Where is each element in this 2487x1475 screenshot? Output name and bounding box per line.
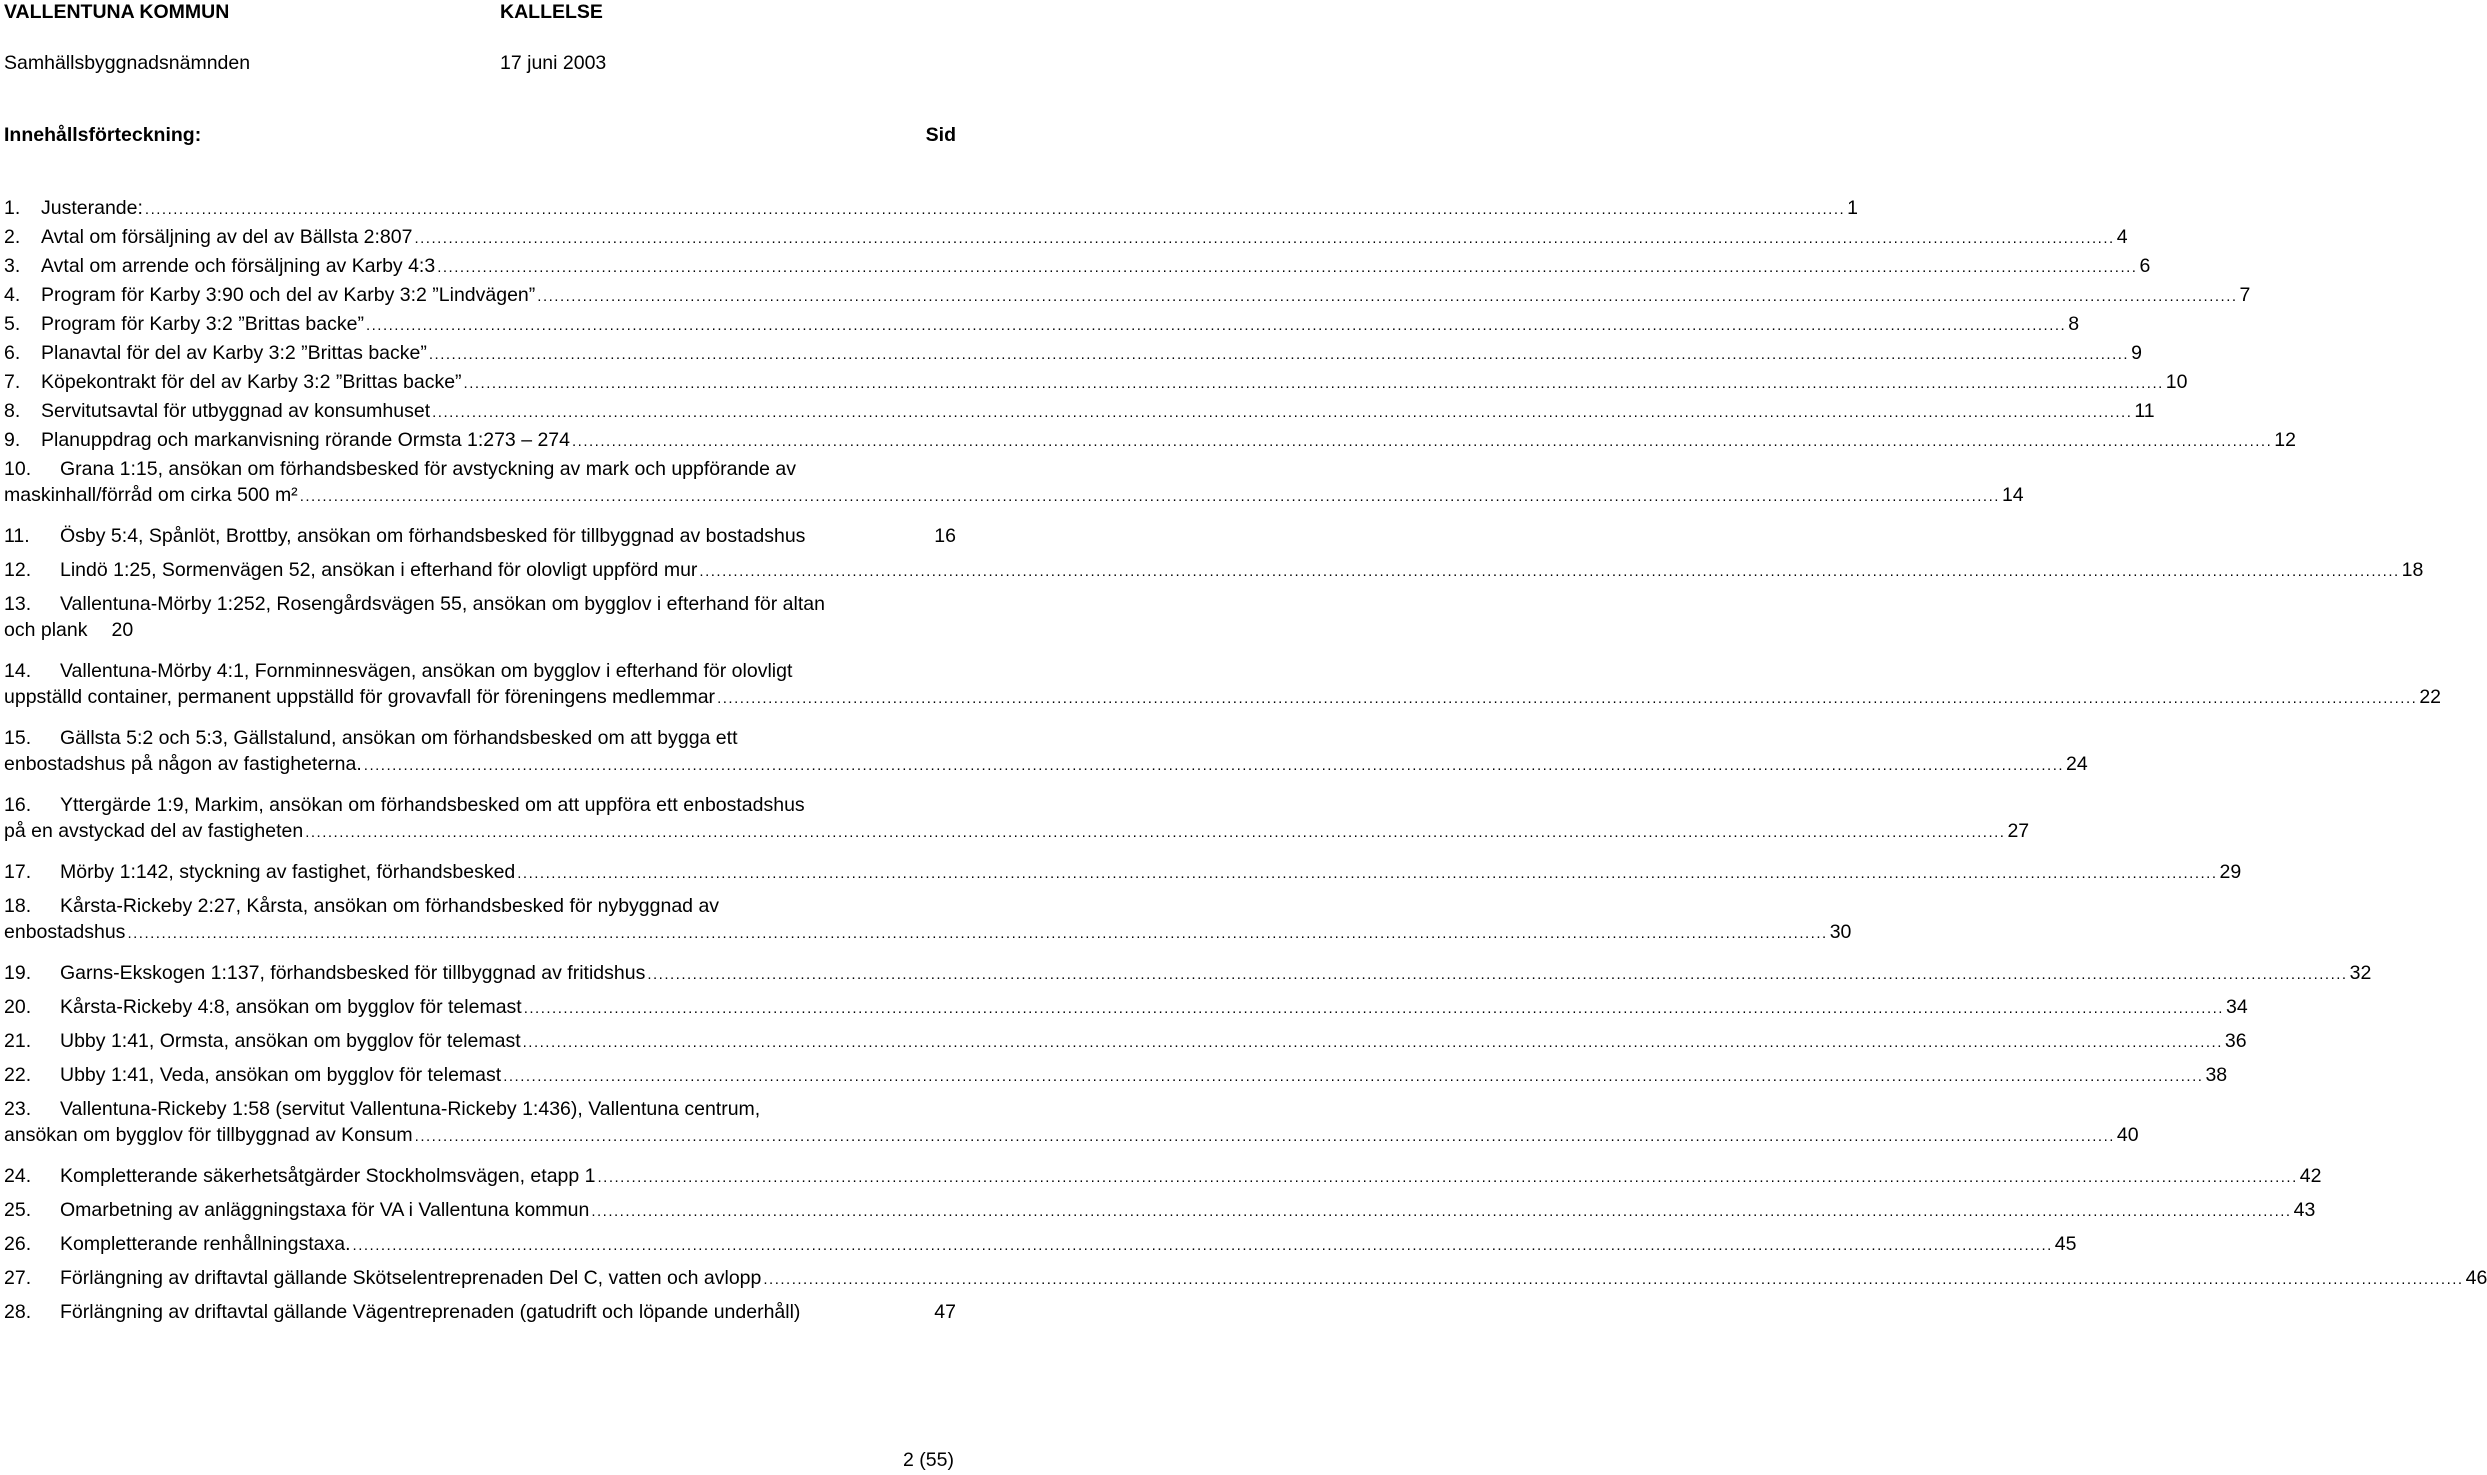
toc-entry-title-continued: maskinhall/förråd om cirka 500 m² bbox=[4, 484, 298, 506]
toc-entry-number: 21. bbox=[4, 1030, 32, 1052]
toc-entry-title: Planuppdrag och markanvisning rörande Ormsta 1:273 – 274 bbox=[41, 429, 570, 451]
toc-entry-page: 7 bbox=[2239, 284, 2251, 306]
toc-entry-page: 4 bbox=[2116, 226, 2128, 248]
toc-entry[interactable] bbox=[4, 726, 2088, 793]
toc-entry-title: Omarbetning av anläggningstaxa för VA i Vallentuna kommun bbox=[60, 1199, 590, 1221]
document-type: KALLELSE bbox=[500, 1, 603, 23]
toc-entry-title: Grana 1:15, ansökan om förhandsbesked för avstyckning av mark och uppförande av bbox=[60, 458, 797, 480]
toc-entry-title: Ösby 5:4, Spånlöt, Brottby, ansökan om förhandsbesked för tillbyggnad av bostadshus bbox=[60, 525, 806, 547]
toc-entry-number: 3. bbox=[4, 255, 21, 277]
toc-entry[interactable] bbox=[4, 961, 2372, 995]
toc-entry-title: Avtal om försäljning av del av Bällsta 2:807 bbox=[41, 226, 413, 248]
dot-leader: ............................................................................................................................................................................................................................................................................................................ bbox=[144, 201, 1846, 218]
toc-entry[interactable] bbox=[4, 1029, 2247, 1063]
toc-entry-page: 36 bbox=[2224, 1030, 2247, 1052]
dot-leader: ............................................................................................................................................................................................................................................................................................................ bbox=[699, 563, 2400, 580]
toc-entry-page: 27 bbox=[2007, 820, 2030, 842]
table-of-contents bbox=[4, 196, 2487, 1334]
toc-entry[interactable] bbox=[4, 1097, 2139, 1164]
toc-entry-number: 8. bbox=[4, 400, 21, 422]
toc-entry-number: 11. bbox=[4, 525, 30, 547]
toc-entry-title: Garns-Ekskogen 1:137, förhandsbesked för tillbyggnad av fritidshus bbox=[60, 962, 646, 984]
toc-entry-page: 6 bbox=[2139, 255, 2151, 277]
toc-entry-page: 38 bbox=[2205, 1064, 2228, 1086]
toc-entry-page: 8 bbox=[2068, 313, 2080, 335]
toc-entry-title-continued: enbostadshus bbox=[4, 921, 126, 943]
toc-entry-title: Program för Karby 3:90 och del av Karby 3:2 ”Lindvägen” bbox=[41, 284, 536, 306]
toc-entry-number: 19. bbox=[4, 962, 32, 984]
toc-entry-title: Avtal om arrende och försäljning av Karby 4:3 bbox=[41, 255, 436, 277]
toc-entry-title: Vallentuna-Mörby 4:1, Fornminnesvägen, ansökan om bygglov i efterhand för olovligt bbox=[60, 660, 793, 682]
toc-entry-number: 25. bbox=[4, 1199, 32, 1221]
toc-entry-page: 43 bbox=[2293, 1199, 2316, 1221]
toc-entry-page: 34 bbox=[2225, 996, 2248, 1018]
dot-leader: ............................................................................................................................................................................................................................................................................................................ bbox=[414, 230, 2115, 247]
toc-entry-title: Förlängning av driftavtal gällande Skötselentreprenaden Del C, vatten och avlopp bbox=[60, 1267, 762, 1289]
toc-entry-title: Servitutsavtal för utbyggnad av konsumhuset bbox=[41, 400, 431, 422]
dot-leader: ............................................................................................................................................................................................................................................................................................................ bbox=[523, 1000, 2224, 1017]
toc-entry-title: Gällsta 5:2 och 5:3, Gällstalund, ansökan om förhandsbesked om att bygga ett bbox=[60, 727, 738, 749]
toc-entry[interactable] bbox=[4, 894, 1852, 961]
toc-entry[interactable] bbox=[4, 312, 2080, 341]
toc-entry-title-continued: och plank bbox=[4, 619, 88, 641]
toc-entry-number: 18. bbox=[4, 895, 32, 917]
toc-entry-number: 13. bbox=[4, 593, 32, 615]
toc-entry[interactable] bbox=[4, 995, 2248, 1029]
meeting-date: 17 juni 2003 bbox=[500, 52, 607, 74]
toc-entry[interactable] bbox=[4, 592, 956, 659]
toc-entry-number: 17. bbox=[4, 861, 32, 883]
toc-entry-number: 4. bbox=[4, 284, 21, 306]
toc-entry-page: 10 bbox=[2165, 371, 2188, 393]
toc-entry-number: 9. bbox=[4, 429, 21, 451]
toc-entry-number: 7. bbox=[4, 371, 21, 393]
toc-entry-title: Lindö 1:25, Sormenvägen 52, ansökan i efterhand för olovligt uppförd mur bbox=[60, 559, 698, 581]
dot-leader: ............................................................................................................................................................................................................................................................................................................ bbox=[597, 1169, 2298, 1186]
toc-title: Innehållsförteckning: bbox=[4, 124, 202, 146]
toc-entry-page: 32 bbox=[2349, 962, 2372, 984]
toc-entry-title: Mörby 1:142, styckning av fastighet, förhandsbesked bbox=[60, 861, 516, 883]
dot-leader: ............................................................................................................................................................................................................................................................................................................ bbox=[127, 925, 1828, 942]
toc-entry-page: 12 bbox=[2274, 429, 2296, 451]
toc-entry-page: 29 bbox=[2219, 861, 2242, 883]
toc-entry-number: 6. bbox=[4, 342, 21, 364]
toc-entry-title: Yttergärde 1:9, Markim, ansökan om förhandsbesked om att uppföra ett enbostadshus bbox=[60, 794, 805, 816]
toc-entry[interactable] bbox=[4, 283, 2251, 312]
toc-entry-page: 14 bbox=[2001, 484, 2024, 506]
dot-leader: ............................................................................................................................................................................................................................................................................................................ bbox=[299, 488, 2000, 505]
toc-entry[interactable] bbox=[4, 370, 2188, 399]
toc-entry-page: 42 bbox=[2299, 1165, 2322, 1187]
toc-entry[interactable] bbox=[4, 659, 2442, 726]
dot-leader: ............................................................................................................................................................................................................................................................................................................ bbox=[432, 404, 2133, 421]
dot-leader: ............................................................................................................................................................................................................................................................................................................ bbox=[463, 375, 2164, 392]
toc-entry[interactable] bbox=[4, 1266, 2487, 1300]
toc-entry-title: Program för Karby 3:2 ”Brittas backe” bbox=[41, 313, 364, 335]
toc-entry-page: 47 bbox=[934, 1301, 956, 1323]
toc-entry-page: 45 bbox=[2054, 1233, 2077, 1255]
toc-entry-title: Kompletterande säkerhetsåtgärder Stockholmsvägen, etapp 1 bbox=[60, 1165, 596, 1187]
toc-entry[interactable] bbox=[4, 1164, 2322, 1198]
toc-entry-title: Kompletterande renhållningstaxa. bbox=[60, 1233, 351, 1255]
dot-leader: ............................................................................................................................................................................................................................................................................................................ bbox=[522, 1034, 2223, 1051]
toc-entry-number: 1. bbox=[4, 197, 21, 219]
dot-leader: ............................................................................................................................................................................................................................................................................................................ bbox=[365, 317, 2067, 334]
toc-entry-title: Kårsta-Rickeby 2:27, Kårsta, ansökan om förhandsbesked för nybyggnad av bbox=[60, 895, 720, 917]
dot-leader: ............................................................................................................................................................................................................................................................................................................ bbox=[717, 690, 2418, 707]
dot-leader: ............................................................................................................................................................................................................................................................................................................ bbox=[414, 1128, 2115, 1145]
toc-entry[interactable] bbox=[4, 1063, 2228, 1097]
toc-entry-title-continued: uppställd container, permanent uppställd för grovavfall för föreningens medlemmar bbox=[4, 686, 716, 708]
page-indicator: 2 (55) bbox=[903, 1449, 954, 1471]
toc-entry-number: 10. bbox=[4, 458, 32, 480]
toc-entry-page: 22 bbox=[2419, 686, 2442, 708]
toc-entry[interactable] bbox=[4, 558, 2424, 592]
toc-entry-number: 20. bbox=[4, 996, 32, 1018]
toc-entry[interactable] bbox=[4, 524, 956, 558]
toc-entry-page: 18 bbox=[2401, 559, 2424, 581]
toc-entry-number: 2. bbox=[4, 226, 21, 248]
toc-entry-title-continued: på en avstyckad del av fastigheten bbox=[4, 820, 304, 842]
toc-entry[interactable] bbox=[4, 196, 1859, 225]
toc-entry-page: 40 bbox=[2116, 1124, 2139, 1146]
dot-leader: ............................................................................................................................................................................................................................................................................................................ bbox=[517, 865, 2218, 882]
dot-leader: ............................................................................................................................................................................................................................................................................................................ bbox=[428, 346, 2130, 363]
toc-entry-title-continued: ansökan om bygglov för tillbyggnad av Konsum bbox=[4, 1124, 413, 1146]
toc-entry[interactable] bbox=[4, 1232, 2077, 1266]
toc-entry[interactable] bbox=[4, 457, 2024, 524]
toc-entry-number: 22. bbox=[4, 1064, 32, 1086]
dot-leader: ............................................................................................................................................................................................................................................................................................................ bbox=[305, 824, 2006, 841]
dot-leader: ............................................................................................................................................................................................................................................................................................................ bbox=[437, 259, 2138, 276]
toc-entry-page: 1 bbox=[1847, 197, 1859, 219]
dot-leader: ............................................................................................................................................................................................................................................................................................................ bbox=[591, 1203, 2292, 1220]
toc-entry-page: 9 bbox=[2131, 342, 2142, 364]
toc-entry-page: 46 bbox=[2465, 1267, 2487, 1289]
toc-entry-page: 20 bbox=[111, 619, 134, 641]
toc-entry-number: 5. bbox=[4, 313, 21, 335]
toc-entry[interactable] bbox=[4, 254, 2151, 283]
toc-entry-page: 24 bbox=[2066, 753, 2088, 775]
toc-entry-page: 11 bbox=[2134, 400, 2155, 422]
dot-leader: ............................................................................................................................................................................................................................................................................................................ bbox=[572, 433, 2273, 450]
toc-entry[interactable] bbox=[4, 341, 2142, 370]
page-column-header: Sid bbox=[925, 124, 956, 146]
dot-leader: ............................................................................................................................................................................................................................................................................................................ bbox=[763, 1271, 2464, 1288]
toc-entry-page: 16 bbox=[934, 525, 956, 547]
toc-entry[interactable] bbox=[4, 860, 2242, 894]
toc-entry-title: Kårsta-Rickeby 4:8, ansökan om bygglov för telemast bbox=[60, 996, 522, 1018]
toc-entry[interactable] bbox=[4, 428, 2296, 457]
toc-entry[interactable] bbox=[4, 225, 2128, 254]
toc-entry-number: 24. bbox=[4, 1165, 32, 1187]
toc-entry-title: Ubby 1:41, Ormsta, ansökan om bygglov för telemast bbox=[60, 1030, 521, 1052]
toc-entry-title: Planavtal för del av Karby 3:2 ”Brittas backe” bbox=[41, 342, 427, 364]
toc-entry-title: Förlängning av driftavtal gällande Vägentreprenaden (gatudrift och löpande underhåll) bbox=[60, 1301, 801, 1323]
toc-entry-number: 14. bbox=[4, 660, 32, 682]
toc-entry-number: 15. bbox=[4, 727, 32, 749]
toc-entry[interactable] bbox=[4, 399, 2155, 428]
committee-name: Samhällsbyggnadsnämnden bbox=[4, 52, 251, 74]
toc-entry-number: 23. bbox=[4, 1098, 32, 1120]
toc-entry-number: 26. bbox=[4, 1233, 32, 1255]
toc-entry-number: 28. bbox=[4, 1301, 32, 1323]
toc-entry-title-continued: enbostadshus på någon av fastigheterna. bbox=[4, 753, 362, 775]
dot-leader: ............................................................................................................................................................................................................................................................................................................ bbox=[647, 966, 2348, 983]
toc-entry-number: 16. bbox=[4, 794, 32, 816]
municipality-name: VALLENTUNA KOMMUN bbox=[4, 1, 230, 23]
toc-entry-title: Justerande: bbox=[41, 197, 143, 219]
toc-entry-title: Vallentuna-Rickeby 1:58 (servitut Vallentuna-Rickeby 1:436), Vallentuna centrum, bbox=[60, 1098, 761, 1120]
toc-entry-title: Köpekontrakt för del av Karby 3:2 ”Brittas backe” bbox=[41, 371, 462, 393]
dot-leader: ............................................................................................................................................................................................................................................................................................................ bbox=[537, 288, 2238, 305]
toc-entry-title: Vallentuna-Mörby 1:252, Rosengårdsvägen 55, ansökan om bygglov i efterhand för altan bbox=[60, 593, 825, 615]
dot-leader: ............................................................................................................................................................................................................................................................................................................ bbox=[503, 1068, 2204, 1085]
toc-entry-title: Ubby 1:41, Veda, ansökan om bygglov för telemast bbox=[60, 1064, 502, 1086]
toc-entry[interactable] bbox=[4, 1198, 2316, 1232]
toc-entry[interactable] bbox=[4, 1300, 956, 1334]
toc-entry[interactable] bbox=[4, 793, 2030, 860]
toc-entry-number: 12. bbox=[4, 559, 32, 581]
toc-entry-number: 27. bbox=[4, 1267, 32, 1289]
toc-entry-page: 30 bbox=[1829, 921, 1852, 943]
dot-leader: ............................................................................................................................................................................................................................................................................................................ bbox=[363, 757, 2065, 774]
dot-leader: ............................................................................................................................................................................................................................................................................................................ bbox=[352, 1237, 2053, 1254]
